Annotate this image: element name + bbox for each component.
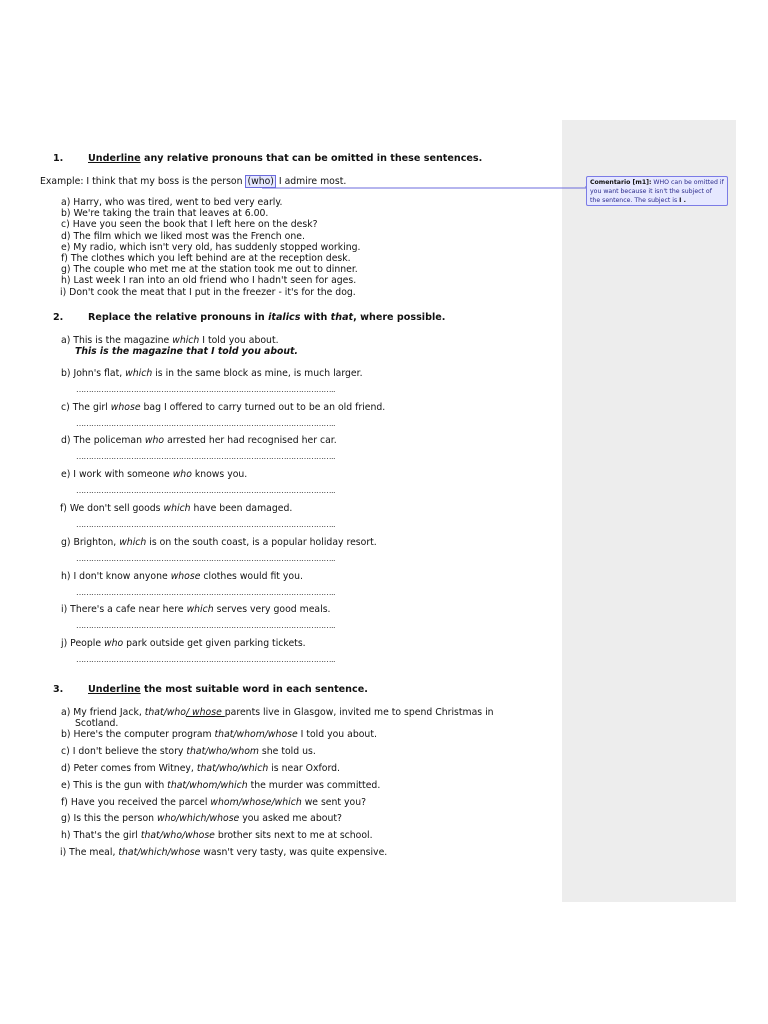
- item-pronoun: who: [104, 638, 124, 649]
- section2-title-b: with: [300, 312, 331, 323]
- example-text-before: Example: I think that my boss is the person: [40, 176, 246, 187]
- section2-title-a: Replace the relative pronouns in: [88, 312, 269, 323]
- item-text: j) People: [61, 638, 105, 649]
- item-text: b) John's flat,: [61, 368, 126, 379]
- item-text: a) This is the magazine: [61, 335, 173, 346]
- item-text: clothes would fit you.: [200, 571, 303, 582]
- item-text: arrested her had recognised her car.: [164, 435, 337, 446]
- item-text: d) Peter comes from Witney,: [61, 763, 197, 774]
- item-text: c) The girl: [61, 402, 111, 413]
- item-text: g) Brighton,: [61, 537, 120, 548]
- item-text: h) I don't know anyone: [61, 571, 171, 582]
- item-text: f) We don't sell goods: [60, 503, 164, 514]
- section1-item: b) We're taking the train that leaves at 6.00.: [61, 208, 269, 219]
- item-text: b) Here's the computer program: [61, 729, 215, 740]
- section1-item: g) The couple who met me at the station took me out to dinner.: [61, 264, 358, 275]
- item-pronoun: which: [125, 368, 153, 379]
- item-text: brother sits next to me at school.: [214, 830, 373, 841]
- item-options: that/which/whose: [118, 847, 201, 858]
- item-pronoun: which: [172, 335, 200, 346]
- item-a-options: that/who: [144, 707, 186, 718]
- section2-heading: [53, 312, 445, 323]
- answer-blank: …………………………………………………………………………………………..: [76, 554, 336, 563]
- section1-item: c) Have you seen the book that I left here on the desk?: [61, 219, 318, 230]
- item-text: we sent you?: [301, 797, 367, 808]
- example-who-highlight[interactable]: (who): [247, 176, 274, 187]
- section1-title: any relative pronouns that can be omitted in these sentences.: [140, 153, 483, 164]
- section3-item: [61, 729, 377, 740]
- section2-title-italic: italics: [268, 312, 301, 323]
- item-a-post: parents live in Glasgow, invited me to spend Christmas in: [224, 707, 494, 718]
- section2-number: 2.: [53, 312, 64, 323]
- item-text: wasn't very tasty, was quite expensive.: [200, 847, 388, 858]
- item-text: I told you about.: [199, 335, 279, 346]
- answer-blank: …………………………………………………………………………………………..: [76, 520, 336, 529]
- section1-item: e) My radio, which isn't very old, has suddenly stopped working.: [61, 242, 361, 253]
- section2-item: [61, 604, 331, 615]
- section1-item: a) Harry, who was tired, went to bed very early.: [61, 197, 283, 208]
- item-options: that/whom/which: [167, 780, 248, 791]
- item-text: g) Is this the person: [61, 813, 157, 824]
- section3-item: [61, 746, 316, 757]
- section3-item: [61, 763, 340, 774]
- section2-item: [61, 435, 337, 446]
- item-options: that/who/whose: [140, 830, 215, 841]
- section2-sample-answer: This is the magazine that I told you about.: [75, 346, 298, 357]
- comment-balloon[interactable]: [586, 176, 728, 206]
- item-pronoun: who: [144, 435, 165, 446]
- item-text: c) I don't believe the story: [61, 746, 187, 757]
- section2-item: [60, 503, 292, 514]
- item-text: the murder was committed.: [247, 780, 381, 791]
- section2-title-that: that: [330, 312, 354, 323]
- item-text: you asked me about?: [239, 813, 342, 824]
- item-text: i) The meal,: [60, 847, 119, 858]
- item-options: that/whom/whose: [214, 729, 298, 740]
- section2-title-c: , where possible.: [353, 312, 446, 323]
- section2-item: [61, 571, 303, 582]
- section2-item: [61, 402, 385, 413]
- answer-blank: …………………………………………………………………………………………..: [76, 588, 336, 597]
- answer-blank: …………………………………………………………………………………………..: [76, 452, 336, 461]
- section3-item: [61, 830, 373, 841]
- item-pronoun: whose: [170, 571, 201, 582]
- example-text-after: I admire most.: [275, 176, 347, 187]
- item-text: knows you.: [191, 469, 248, 480]
- section1-item: i) Don't cook the meat that I put in the freezer - it's for the dog.: [60, 287, 356, 298]
- answer-blank: …………………………………………………………………………………………..: [76, 385, 336, 394]
- answer-blank: …………………………………………………………………………………………..: [76, 655, 336, 664]
- item-options: whom/whose/which: [210, 797, 302, 808]
- item-options: that/who/whom: [186, 746, 259, 757]
- section1-number: 1.: [53, 153, 64, 164]
- answer-blank: …………………………………………………………………………………………..: [76, 486, 336, 495]
- section1-item: h) Last week I ran into an old friend who I hadn't seen for ages.: [61, 275, 357, 286]
- section1-heading: [53, 153, 482, 164]
- section3-item: [61, 780, 380, 791]
- comment-subject: I .: [679, 197, 686, 204]
- section3-number: 3.: [53, 684, 64, 695]
- comment-text: WHO can be omitted if you want because it isn't the subject of the sentence. The subject is: [590, 179, 724, 204]
- item-text: i) There's a cafe near here: [61, 604, 187, 615]
- item-pronoun: who: [172, 469, 192, 480]
- section2-item: [61, 469, 247, 480]
- item-text: I told you about.: [297, 729, 377, 740]
- section3-item-a: [61, 707, 494, 718]
- item-options: who/which/whose: [156, 813, 240, 824]
- item-text: park outside get given parking tickets.: [123, 638, 306, 649]
- item-options: that/who/which: [196, 763, 269, 774]
- comment-title: Comentario [m1]:: [590, 179, 652, 186]
- item-pronoun: whose: [110, 402, 141, 413]
- section1-example: [40, 176, 346, 187]
- section2-item: [61, 537, 377, 548]
- section3-item: [61, 797, 366, 808]
- section1-keyword: Underline: [88, 153, 141, 164]
- section2-item: [61, 638, 306, 649]
- section3-item: [61, 813, 342, 824]
- section2-item: [61, 368, 363, 379]
- item-a-underlined-answer: / whose: [185, 707, 225, 718]
- item-text: is in the same block as mine, is much larger.: [152, 368, 363, 379]
- item-text: is near Oxford.: [268, 763, 340, 774]
- item-text: have been damaged.: [190, 503, 293, 514]
- item-text: she told us.: [258, 746, 316, 757]
- item-text: e) I work with someone: [61, 469, 173, 480]
- section3-item: [60, 847, 387, 858]
- item-a-pre: a) My friend Jack,: [61, 707, 145, 718]
- item-text: e) This is the gun with: [61, 780, 168, 791]
- section3-title: the most suitable word in each sentence.: [140, 684, 368, 695]
- section1-item: d) The film which we liked most was the French one.: [61, 231, 305, 242]
- section2-item: [61, 335, 279, 346]
- item-text: d) The policeman: [61, 435, 145, 446]
- item-text: serves very good meals.: [213, 604, 331, 615]
- section3-heading: [53, 684, 368, 695]
- section3-keyword: Underline: [88, 684, 141, 695]
- item-pronoun: which: [163, 503, 191, 514]
- item-pronoun: which: [119, 537, 147, 548]
- section1-item: f) The clothes which you left behind are at the reception desk.: [61, 253, 351, 264]
- answer-blank: …………………………………………………………………………………………..: [76, 621, 336, 630]
- item-text: bag I offered to carry turned out to be an old friend.: [140, 402, 386, 413]
- answer-blank: …………………………………………………………………………………………..: [76, 419, 336, 428]
- item-text: f) Have you received the parcel: [61, 797, 211, 808]
- item-pronoun: which: [186, 604, 214, 615]
- item-text: h) That's the girl: [61, 830, 141, 841]
- section3-item-a-cont: Scotland.: [75, 718, 119, 729]
- item-text: is on the south coast, is a popular holiday resort.: [146, 537, 377, 548]
